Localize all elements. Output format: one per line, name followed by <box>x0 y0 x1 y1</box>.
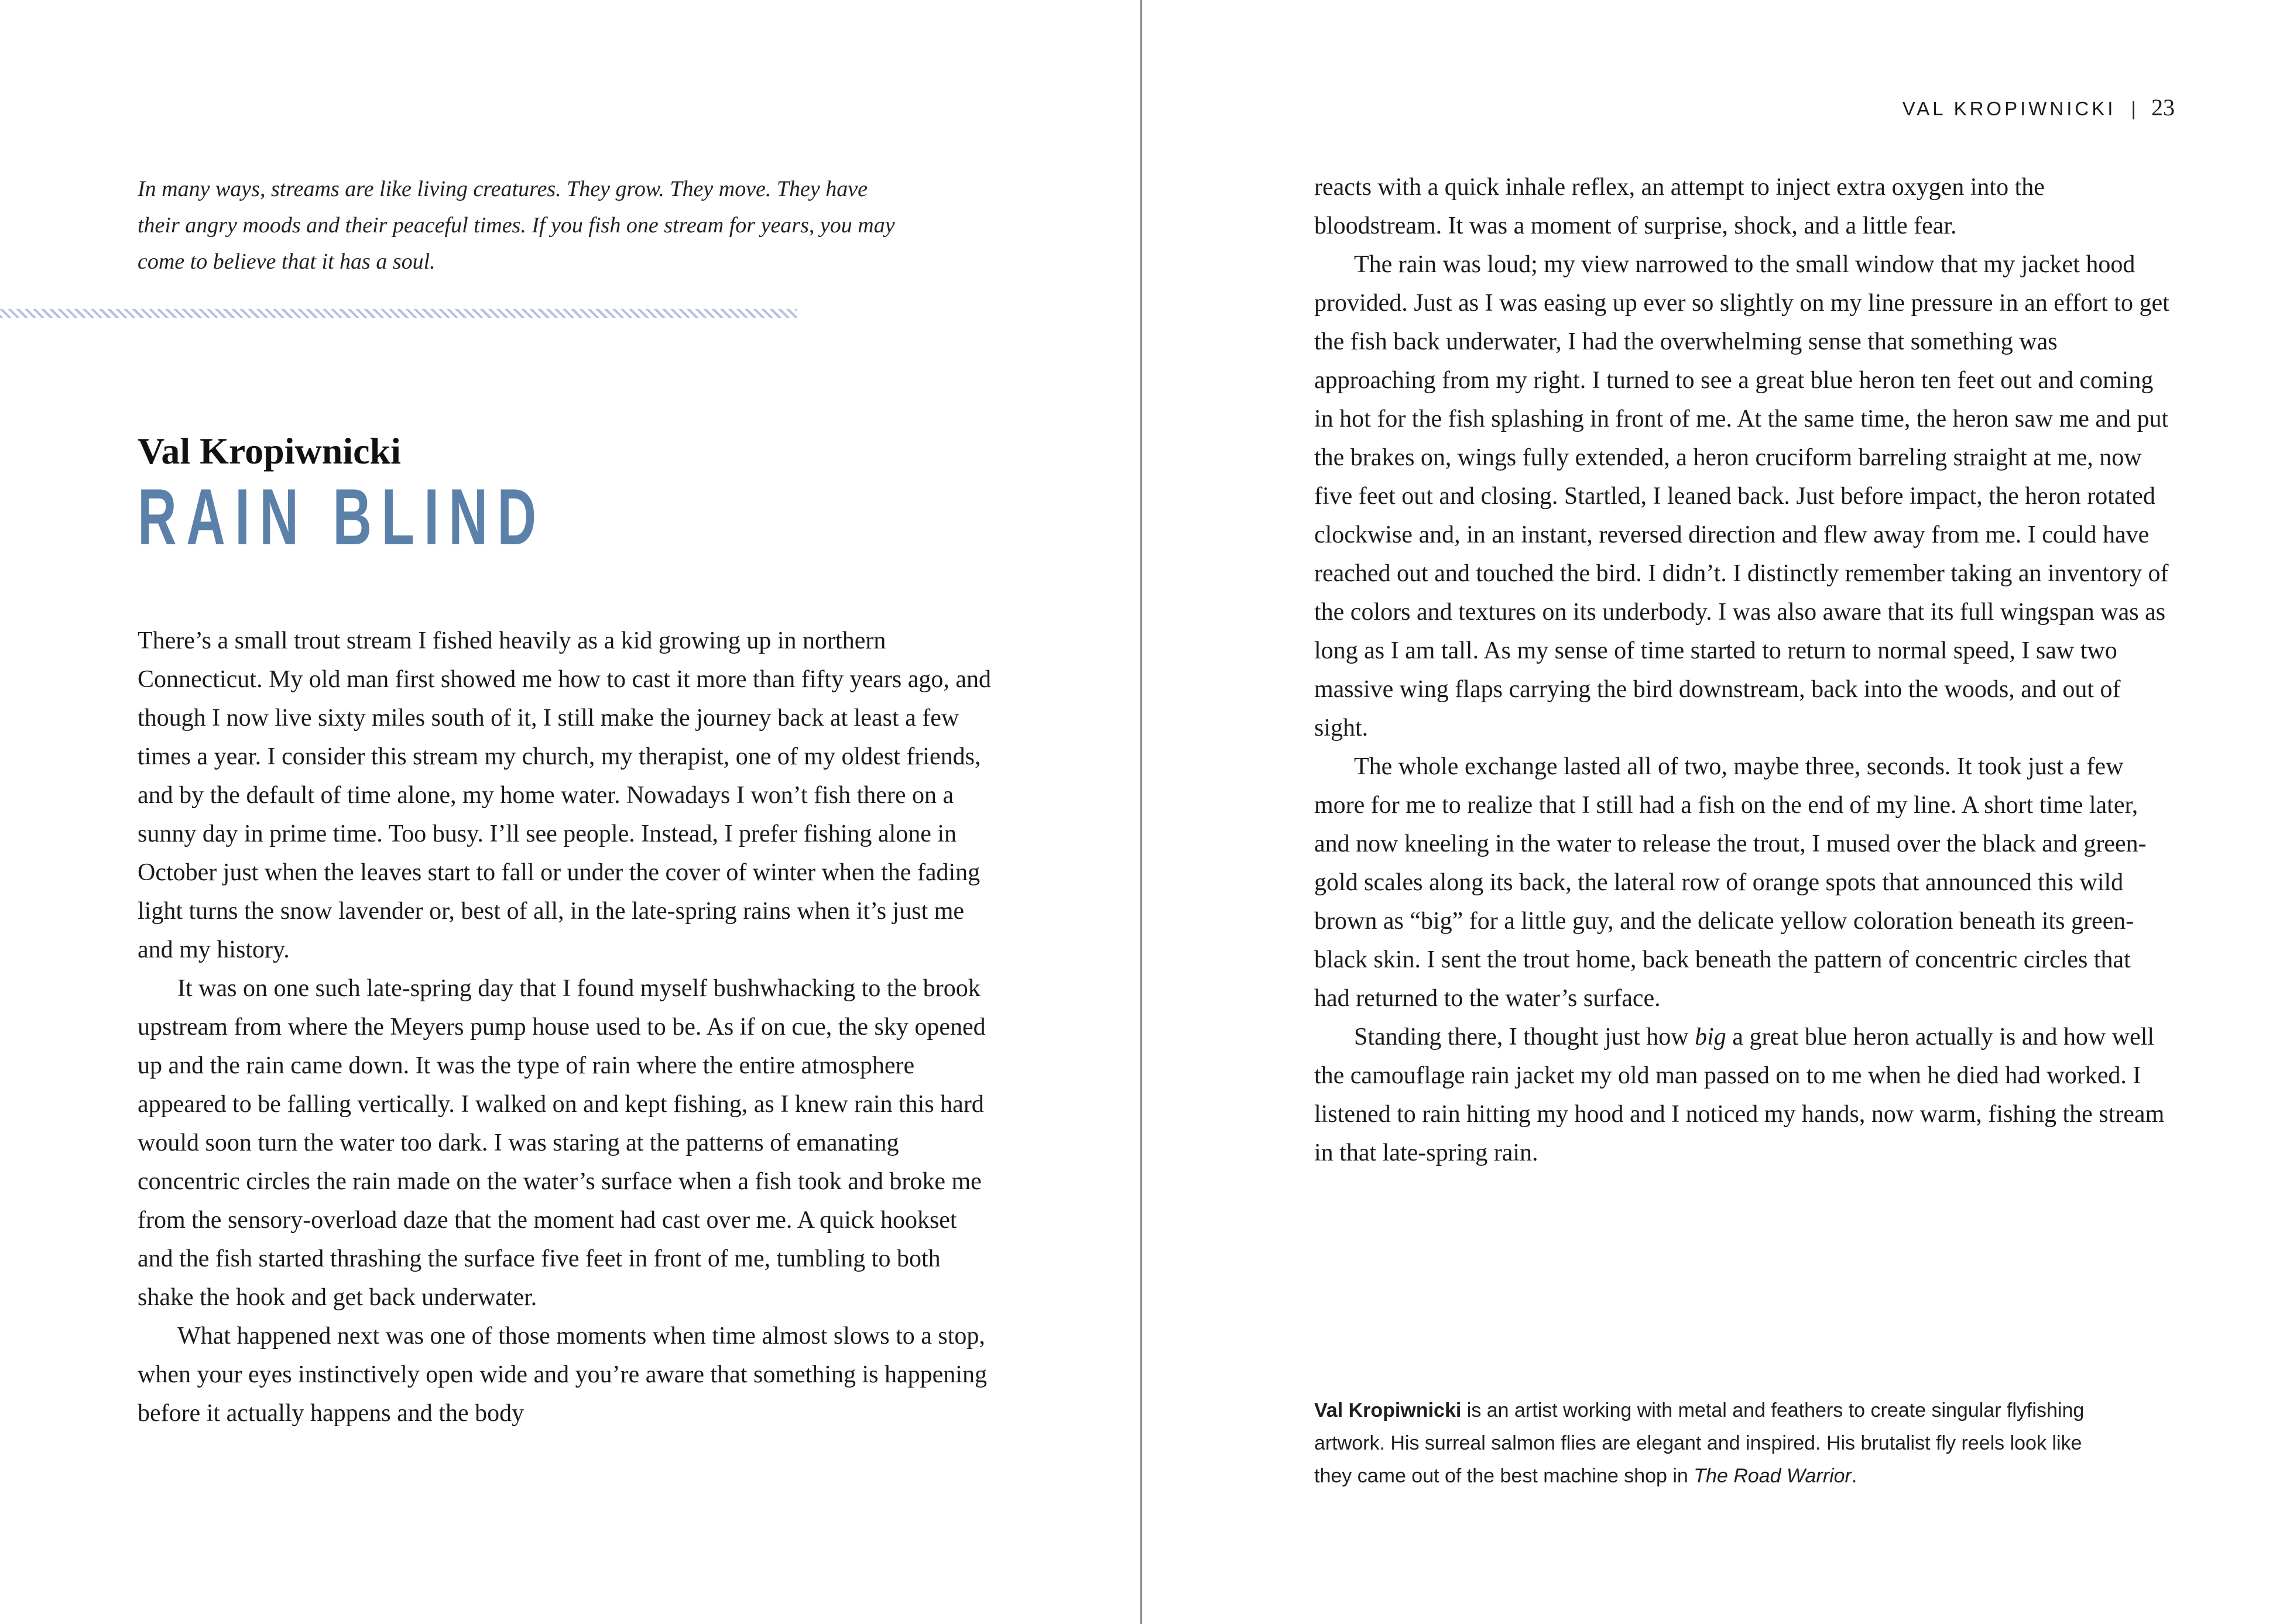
text-segment: The Road Warrior <box>1694 1465 1852 1487</box>
text-segment: reacts with a quick inhale reflex, an attempt to inject extra oxygen into the bloodstream. It was a moment of surprise, shock, and a little fear. <box>1314 174 2045 239</box>
running-header <box>1314 94 2175 121</box>
header-page-number: 23 <box>2151 94 2175 121</box>
body-paragraph <box>1314 168 2170 245</box>
text-segment: What happened next was one of those moments when time almost slows to a stop, when your eyes instinctively open wide and you’re aware that something is happening before it actually happens and the body <box>138 1323 987 1427</box>
text-segment: is an artist working with metal and feathers to create singular flyfishing artwork. His surreal salmon flies are elegant and inspired. His brutalist fly reels look like they came out of the best machine shop in <box>1314 1399 2085 1487</box>
text-segment: There’s a small trout stream I fished heavily as a kid growing up in northern Connecticut. My old man first showed me how to cast it more than fifty years ago, and though I now live sixty miles south of it, I still make the journey back at least a few times a year. I consider this stream my church, my therapist, one of my oldest friends, and by the default of time alone, my home water. Nowadays I won’t fish there on a sunny day in prime time. Too busy. I’ll see people. Instead, I prefer fishing alone in October just when the leaves start to fall or under the cover of winter when the fading light turns the snow lavender or, best of all, in the late-spring rains when it’s just me and my history. <box>138 627 992 963</box>
text-segment: The whole exchange lasted all of two, maybe three, seconds. It took just a few more for me to realize that I still had a fish on the end of my line. A short time later, and now kneeling in the water to release the trout, I mused over the black and green-gold scales along its back, the lateral row of orange spots that announced this wild brown as “big” for a little guy, and the delicate yellow coloration beneath its green-black skin. I sent the trout home, back beneath the pattern of concentric circles that had returned to the water’s surface. <box>1314 753 2147 1012</box>
author-name: Val Kropiwnicki <box>138 430 401 472</box>
text-segment: Standing there, I thought just how <box>1354 1024 1695 1050</box>
article-title: RAIN BLIND <box>138 472 546 561</box>
epigraph: In many ways, streams are like living creatures. They grow. They move. They have their angry moods and their peaceful times. If you fish one stream for years, you may come to believe that it has a soul. <box>138 177 895 274</box>
text-segment: The rain was loud; my view narrowed to the small window that my jacket hood provided. Just as I was easing up ever so slightly on my line pressure in an effort to get the fish back underwater, I had the overwhelming sense that something was approaching from my right. I turned to see a great blue heron ten feet out and coming in hot for the fish splashing in front of me. At the same time, the heron saw me and put the brakes on, wings fully extended, a heron cruciform barreling straight at me, now five feet out and closing. Startled, I leaned back. Just before impact, the heron rotated clockwise and, in an instant, reversed direction and flew away from me. I could have reached out and touched the bird. I didn’t. I distinctly remember taking an inventory of the colors and textures on its underbody. I was also aware that its full wingspan was as long as I am tall. As my sense of time started to return to normal speed, I saw two massive wing flaps carrying the bird downstream, back into the woods, and out of sight. <box>1314 251 2169 741</box>
text-segment: big <box>1695 1024 1726 1050</box>
text-segment: a great blue heron actually is and how well the camouflage rain jacket my old man passed on to me when he died had worked. I listened to rain hitting my hood and I noticed my hands, now warm, fishing the stream in that late-spring rain. <box>1314 1024 2165 1166</box>
body-paragraph <box>1314 1018 2170 1172</box>
text-segment: It was on one such late-spring day that I found myself bushwhacking to the brook upstream from where the Meyers pump house used to be. As if on cue, the sky opened up and the rain came down. It was the type of rain where the entire atmosphere appeared to be falling vertically. I walked on and kept fishing, as I knew rain this hard would soon turn the water too dark. I was staring at the patterns of emanating concentric circles the rain made on the water’s surface when a fish took and broke me from the sensory-overload daze that the moment had cast over me. A quick hookset and the fish started thrashing the surface five feet in front of me, tumbling to both shake the hook and get back underwater. <box>138 975 986 1311</box>
text-segment: Val Kropiwnicki <box>1314 1399 1462 1422</box>
body-paragraph <box>1314 747 2170 1018</box>
right-body-text <box>1314 168 2170 1172</box>
header-separator: | <box>2131 98 2136 119</box>
author-bio <box>1314 1394 2122 1492</box>
body-paragraph <box>1314 245 2170 747</box>
text-segment: . <box>1851 1465 1857 1487</box>
header-author: VAL KROPIWNICKI <box>1902 98 2116 119</box>
